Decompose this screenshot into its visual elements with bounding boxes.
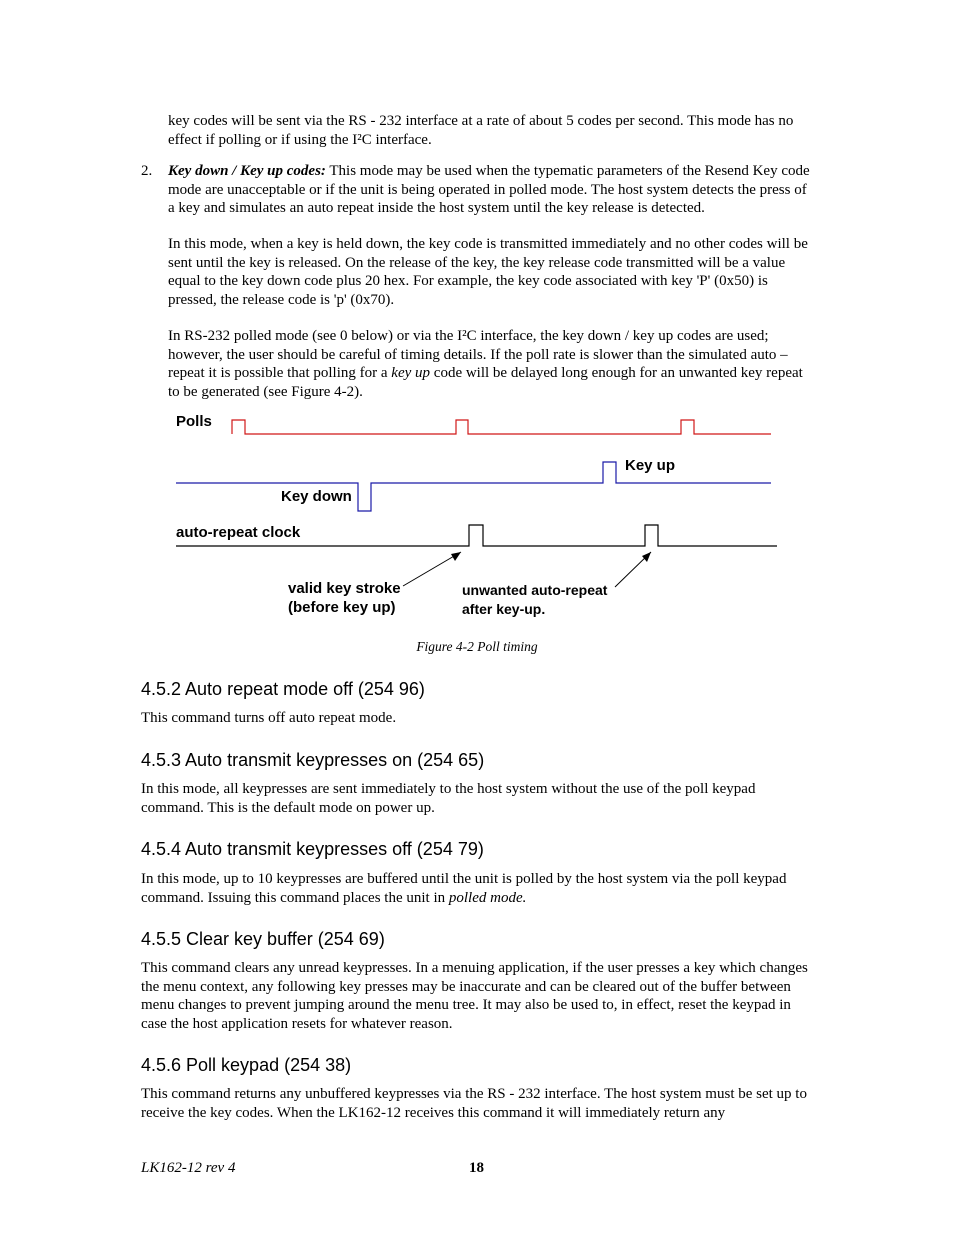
polled-mode-emphasis: polled mode. — [448, 889, 527, 906]
key-down-label: Key down — [281, 488, 352, 505]
section-body-4-5-3: In this mode, all keypresses are sent immediately to the host system without the use of the poll keypad command. This is the default mode on power up. — [141, 781, 756, 816]
item2-paragraph-3 — [168, 327, 814, 401]
section-heading-4-5-4: 4.5.4 Auto transmit keypresses off (254 79) — [141, 839, 484, 859]
section-heading-4-5-2: 4.5.2 Auto repeat mode off (254 96) — [141, 679, 425, 699]
list-number: 2. — [141, 163, 153, 179]
poll-timing-diagram — [0, 405, 954, 635]
para3-part-b: code will be delayed long enough for an unwanted key repeat to be generated (see Figure 4-2). — [168, 365, 803, 400]
item2-title: Key down / Key up codes: — [168, 163, 326, 179]
item2-paragraph-2: In this mode, when a key is held down, the key code is transmitted immediately and no other codes will be sent until the key is released. On the release of the key, the key release code transmitted will be a value equal to the key down code plus 20 hex. For example, the key code associated with key 'P' (0x50) is pressed, the release code is 'p' (0x70). — [168, 236, 808, 308]
section-body-4-5-5: This command clears any unread keypresses. In a menuing application, if the user presses a key which changes the menu context, any following key presses may be inaccurate and can be cleared out of the buffer between menu changes to prevent jumping around the menu tree. It may also be used to, in effect, reset the keypad in case the host application resets for whatever reason. — [141, 960, 808, 1032]
key-signal — [176, 462, 771, 511]
intro-paragraph: key codes will be sent via the RS - 232 interface at a rate of about 5 codes per second. This mode has no effect if polling or if using the I²C interface. — [168, 113, 794, 148]
figure-caption: Figure 4-2 Poll timing — [416, 639, 538, 654]
valid-stroke-label-line1: valid key stroke — [288, 580, 401, 597]
para3-part-a: In RS-232 polled mode (see 0 below) or via the I²C interface, the key down / key up codes are used; however, the user should be careful of timing details. If the poll rate is slower than the simulated auto – repeat it is possible that polling for a — [168, 328, 788, 381]
item2-paragraph — [168, 162, 814, 218]
key-up-label: Key up — [625, 457, 676, 474]
auto-repeat-clock-label: auto-repeat clock — [176, 524, 301, 541]
para3-emphasis: key up — [391, 365, 431, 381]
unwanted-repeat-label-line1: unwanted auto-repeat — [462, 582, 608, 598]
unwanted-repeat-arrow — [615, 552, 651, 587]
polls-label: Polls — [176, 413, 212, 430]
section-heading-4-5-5: 4.5.5 Clear key buffer (254 69) — [141, 929, 385, 949]
page-number: 18 — [469, 1160, 484, 1176]
section-heading-4-5-6: 4.5.6 Poll keypad (254 38) — [141, 1055, 352, 1075]
valid-stroke-label-line2: (before key up) — [288, 599, 396, 616]
polls-signal — [232, 420, 771, 434]
item2-text: This mode may be used when the typematic parameters of the Resend Key code mode are unacceptable or if the unit is being operated in polled mode. The host system detects the press of a key and simulates an auto repeat inside the host system until the key release is detected. — [168, 163, 810, 216]
section-body-4-5-2: This command turns off auto repeat mode. — [141, 710, 397, 726]
section-heading-4-5-3: 4.5.3 Auto transmit keypresses on (254 65) — [141, 750, 485, 770]
footer-document-id: LK162-12 rev 4 — [141, 1160, 236, 1176]
section-body-4-5-6: This command returns any unbuffered keypresses via the RS - 232 interface. The host system must be set up to receive the key codes. When the LK162-12 receives this command it will immediately return any — [141, 1086, 807, 1121]
section-body-4-5-4 — [141, 870, 814, 907]
unwanted-repeat-label-line2: after key-up. — [462, 601, 546, 617]
section-4-5-4-text: In this mode, up to 10 keypresses are buffered until the unit is polled by the host system via the poll keypad command. Issuing this command places the unit in — [141, 871, 787, 906]
valid-stroke-arrow — [403, 552, 461, 586]
